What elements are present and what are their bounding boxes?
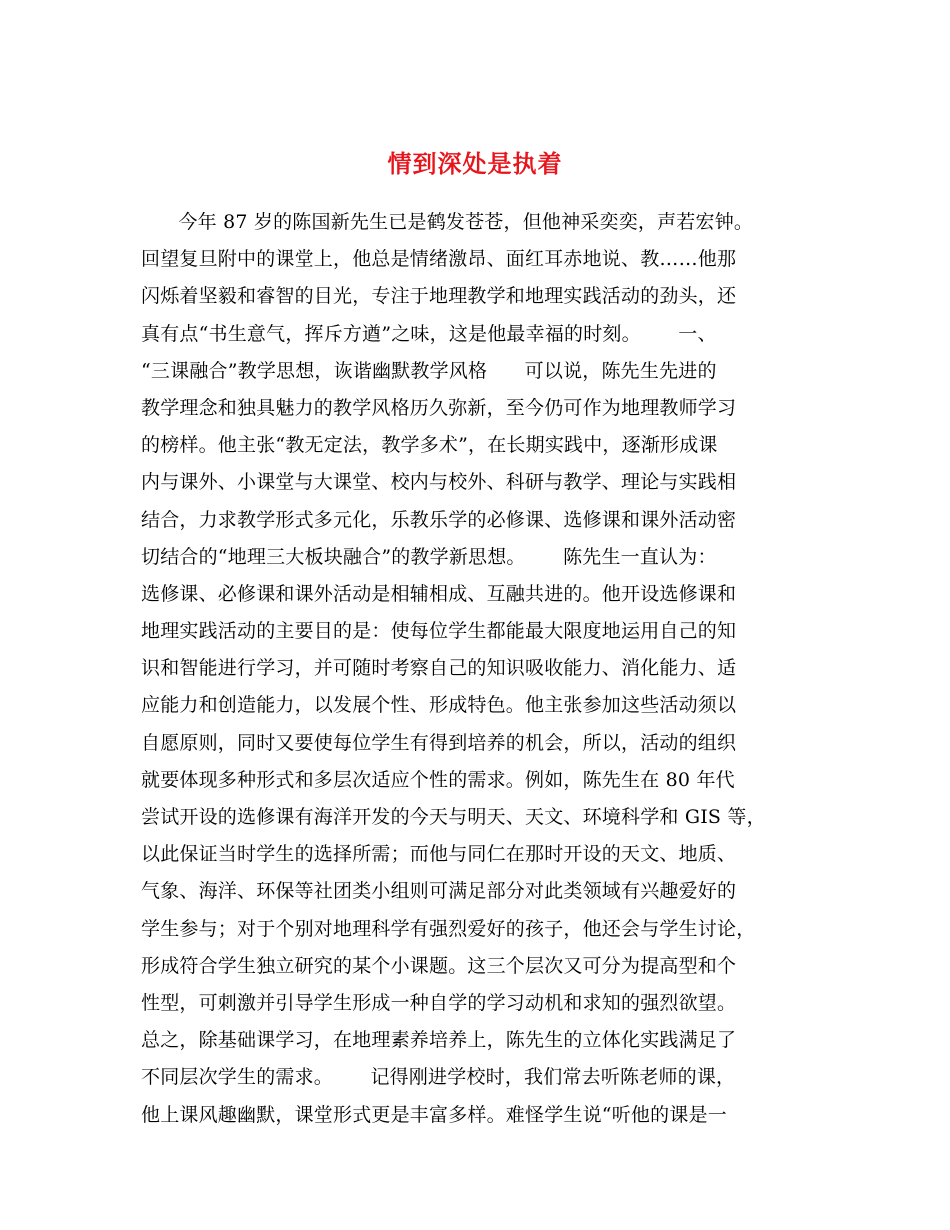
- body-line: 内与课外、小课堂与大课堂、校内与校外、科研与教学、理论与实践相: [141, 471, 737, 494]
- body-line: 今年 87 岁的陈国新先生已是鹤发苍苍，但他神采奕奕，声若宏钟。: [141, 211, 754, 233]
- document-title: 情到深处是执着: [387, 150, 563, 179]
- body-line: 就要体现多种形式和多层次适应个性的需求。例如，陈先生在 80 年代: [141, 768, 735, 791]
- body-line: 应能力和创造能力，以发展个性、形成特色。他主张参加这些活动须以: [141, 694, 737, 717]
- body-line: 学生参与；对于个别对地理科学有强烈爱好的孩子，他还会与学生讨论，: [141, 917, 756, 940]
- body-line: 不同层次学生的需求。 记得刚进学校时，我们常去听陈老师的课，: [141, 1066, 736, 1089]
- body-line: 自愿原则，同时又要使每位学生有得到培养的机会，所以，活动的组织: [141, 731, 737, 754]
- body-line: 性型，可刺激并引导学生形成一种自学的学习动机和求知的强烈欲望。: [141, 991, 737, 1014]
- body-line: 的榜样。他主张“教无定法，教学多术”，在长期实践中，逐渐形成课: [141, 434, 718, 457]
- document-body: [141, 204, 831, 1134]
- body-line: 闪烁着坚毅和睿智的目光，专注于地理教学和地理实践活动的劲头，还: [141, 285, 737, 308]
- body-line: 地理实践活动的主要目的是：使每位学生都能最大限度地运用自己的知: [141, 620, 737, 643]
- body-line: 选修课、必修课和课外活动是相辅相成、互融共进的。他开设选修课和: [141, 582, 737, 605]
- body-line: 回望复旦附中的课堂上，他总是情绪激昂、面红耳赤地说、教……他那: [141, 248, 737, 271]
- body-line: 结合，力求教学形式多元化，乐教乐学的必修课、选修课和课外活动密: [141, 508, 737, 531]
- body-line: 真有点“书生意气，挥斥方遒”之味，这是他最幸福的时刻。 一、: [141, 322, 717, 345]
- body-line: 尝试开设的选修课有海洋开发的今天与明天、天文、环境科学和 GIS 等，: [141, 806, 766, 828]
- body-line: 切结合的“地理三大板块融合”的教学新思想。 陈先生一直认为：: [141, 545, 717, 568]
- body-line: 以此保证当时学生的选择所需；而他与同仁在那时开设的天文、地质、: [141, 843, 737, 866]
- body-line: 形成符合学生独立研究的某个小课题。这三个层次又可分为提高型和个: [141, 954, 737, 977]
- body-line: 气象、海洋、环保等社团类小组则可满足部分对此类领域有兴趣爱好的: [141, 880, 737, 903]
- body-line: 总之，除基础课学习，在地理素养培养上，陈先生的立体化实践满足了: [141, 1029, 737, 1052]
- body-line: “三课融合”教学思想，诙谐幽默教学风格 可以说，陈先生先进的: [141, 359, 717, 382]
- body-line: 教学理念和独具魅力的教学风格历久弥新，至今仍可作为地理教师学习: [141, 396, 737, 419]
- body-line: 识和智能进行学习，并可随时考察自己的知识吸收能力、消化能力、适: [141, 657, 737, 680]
- body-line: 他上课风趣幽默，课堂形式更是丰富多样。难怪学生说“听他的课是一: [141, 1103, 727, 1126]
